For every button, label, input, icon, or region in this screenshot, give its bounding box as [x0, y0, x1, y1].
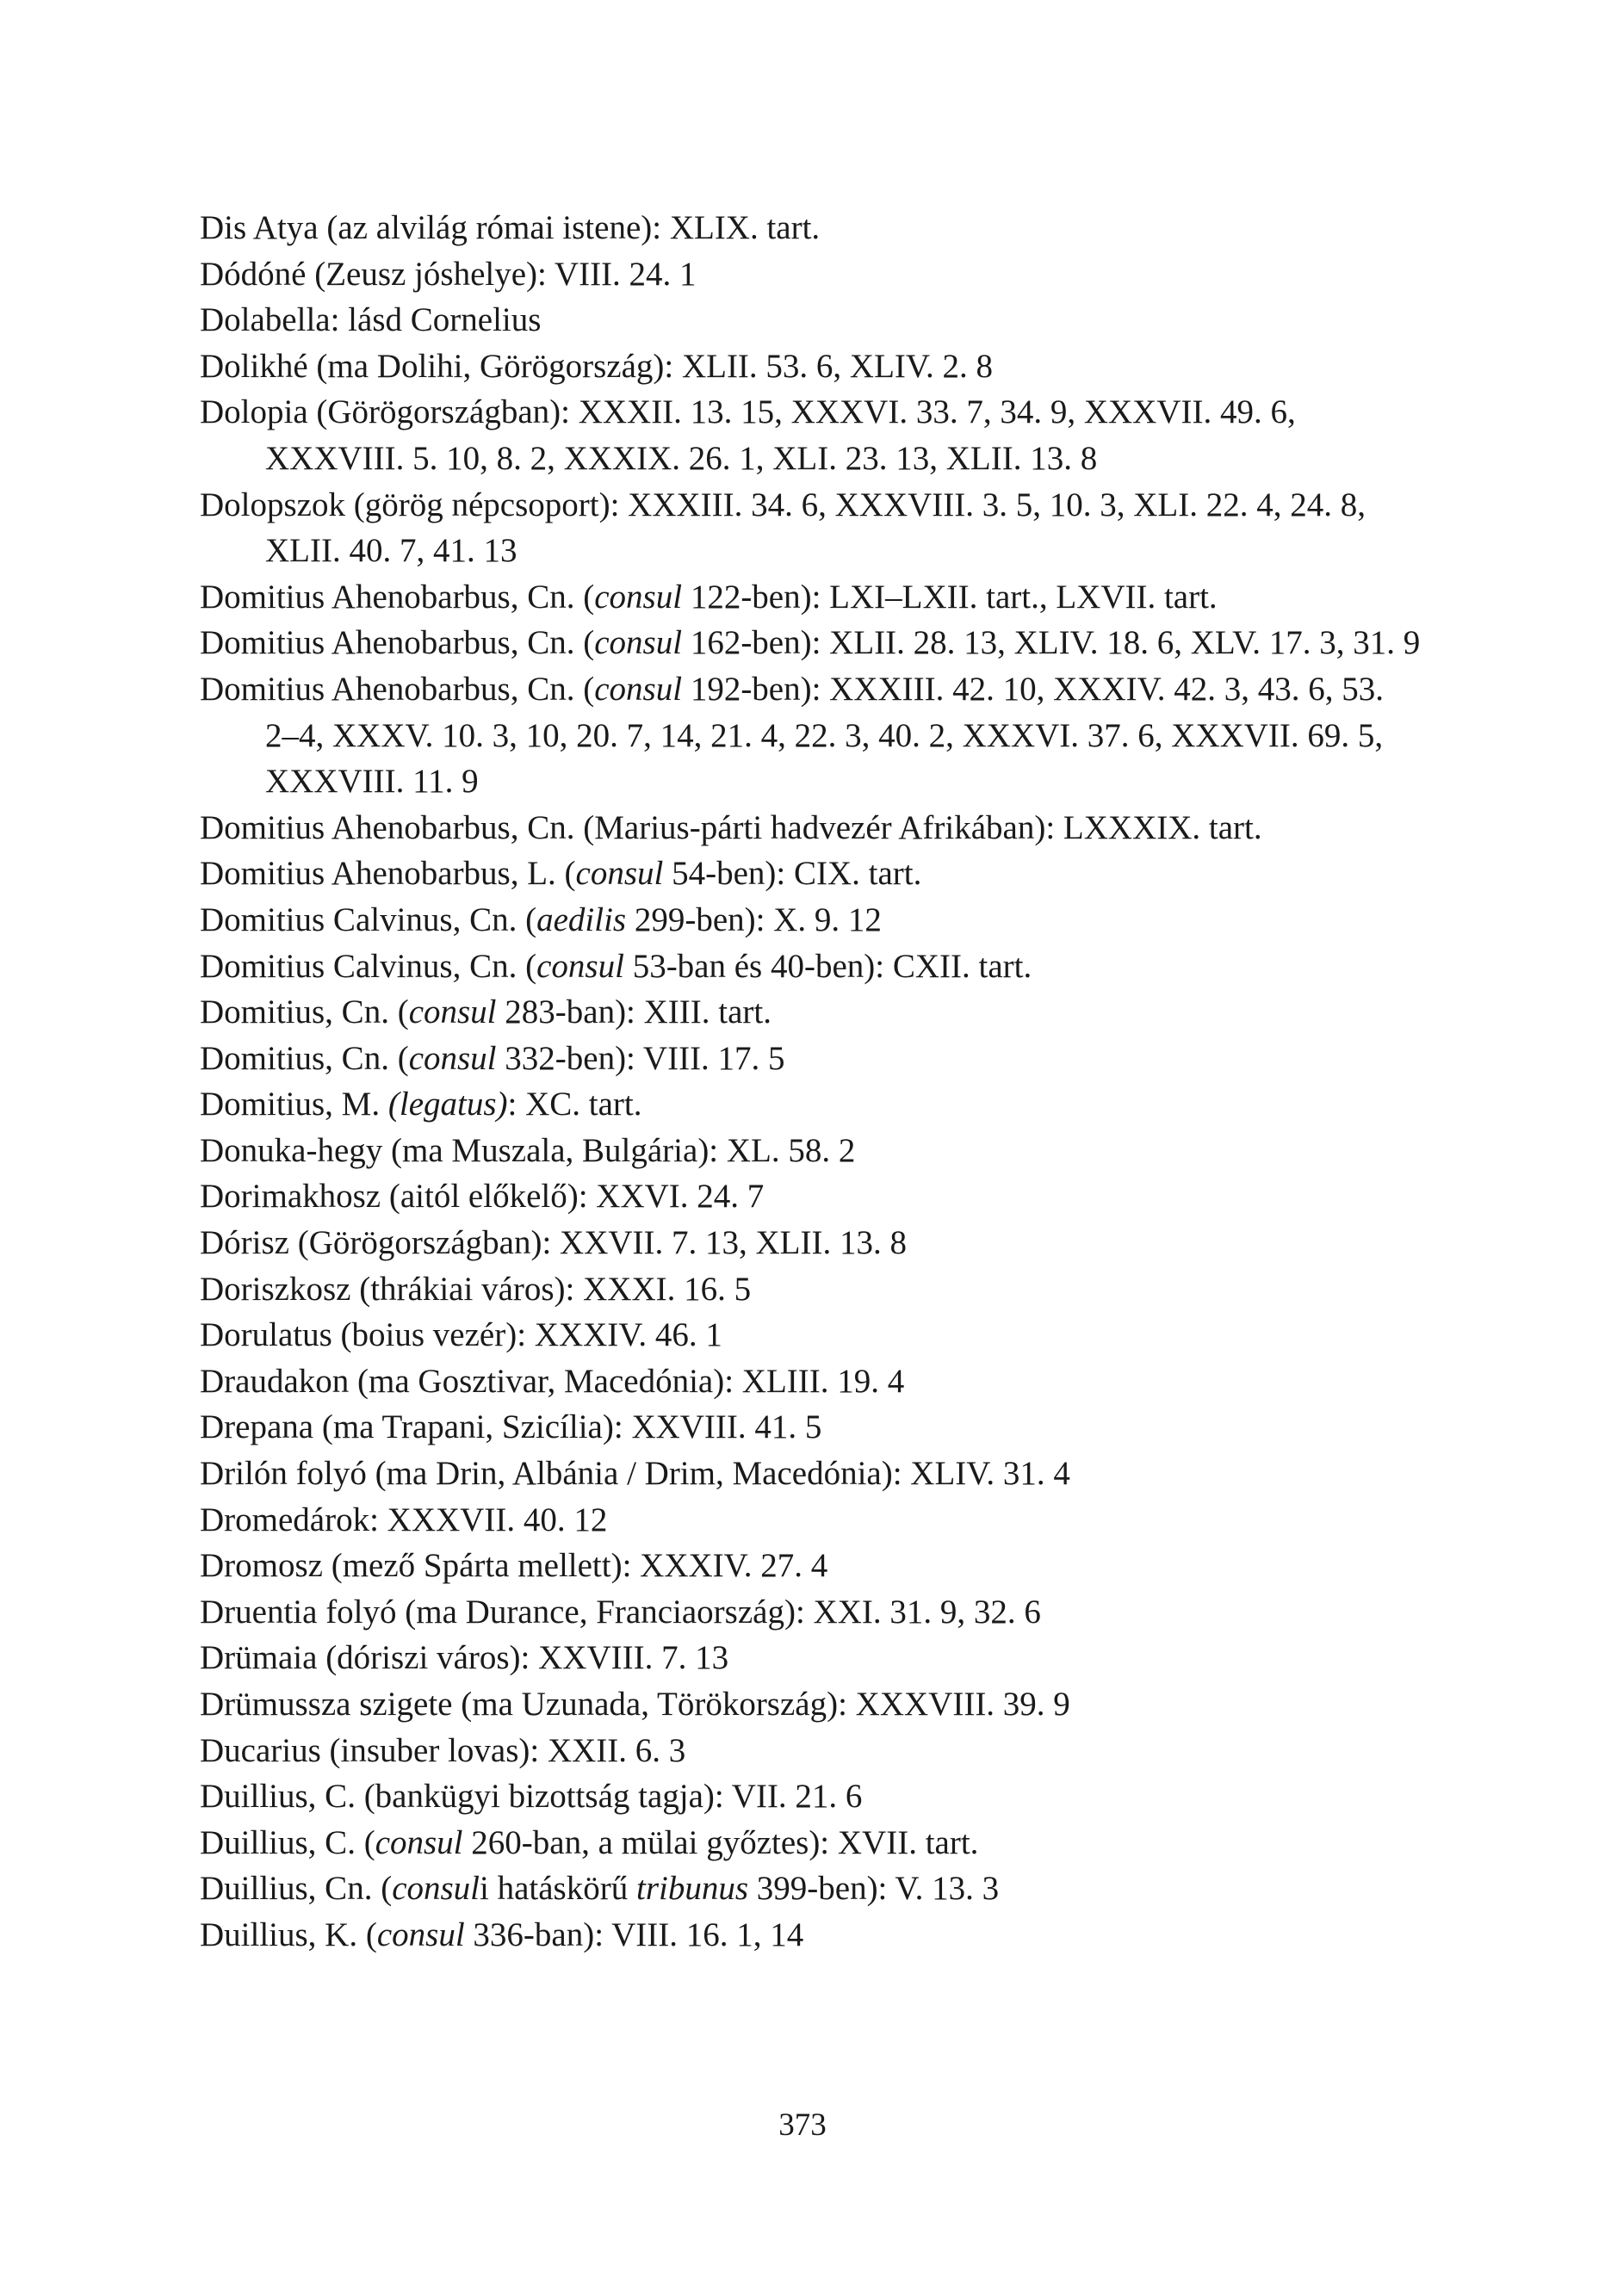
index-entry — [200, 1912, 1422, 1959]
entry-text: Drümaia (dóriszi város): XXVIII. 7. 13 — [200, 1639, 729, 1677]
entry-italic-term: consul — [594, 578, 683, 616]
entry-italic-term: consul — [408, 993, 497, 1031]
entry-text: Draudakon (ma Gosztivar, Macedónia): XLIII. 19. 4 — [200, 1362, 905, 1400]
entry-text: Drepana (ma Trapani, Szicília): XXVIII. 41. 5 — [200, 1408, 822, 1446]
index-entry — [200, 1358, 1422, 1405]
entry-italic-term: aedilis — [536, 900, 627, 938]
entry-text: Domitius Calvinus, Cn. ( — [200, 947, 537, 985]
entry-text: Dolikhé (ma Dolihi, Görögország): XLII. 53. 6, XLIV. 2. 8 — [200, 347, 994, 385]
entry-italic-term: consul — [575, 855, 664, 893]
index-entry — [200, 574, 1422, 621]
entry-text: 122-ben): LXI–LXII. tart., LXVII. tart. — [682, 578, 1218, 616]
entry-italic-term: tribunus — [635, 1870, 749, 1908]
entry-text: 299-ben): X. 9. 12 — [626, 900, 882, 938]
index-entry — [200, 666, 1422, 805]
index-entry — [200, 944, 1422, 990]
index-entry — [200, 1866, 1422, 1912]
index-entry — [200, 482, 1422, 574]
entry-text: Duillius, K. ( — [200, 1915, 377, 1953]
entry-text: 283-ban): XIII. tart. — [496, 993, 772, 1031]
entry-text: Drilón folyó (ma Drin, Albánia / Drim, Macedónia): XLIV. 31. 4 — [200, 1455, 1070, 1493]
index-entry — [200, 251, 1422, 298]
index-entry — [200, 1635, 1422, 1681]
entry-text: 162-ben): XLII. 28. 13, XLIV. 18. 6, XLV. 17. 3, 31. 9 — [682, 624, 1421, 662]
entry-text: Donuka-hegy (ma Muszala, Bulgária): XL. 58. 2 — [200, 1131, 856, 1169]
index-entry — [200, 1220, 1422, 1266]
entry-text: Dromedárok: XXXVII. 40. 12 — [200, 1501, 608, 1538]
entry-text: Ducarius (insuber lovas): XXII. 6. 3 — [200, 1731, 686, 1769]
entry-text: Dis Atya (az alvilág római istene): XLIX. tart. — [200, 209, 821, 246]
entry-text: : XC. tart. — [507, 1086, 642, 1123]
index-entry — [200, 1036, 1422, 1082]
entry-text: Domitius, Cn. ( — [200, 1039, 409, 1077]
entry-text: Domitius Ahenobarbus, L. ( — [200, 855, 576, 893]
index-list — [200, 205, 1422, 1959]
index-entry — [200, 1312, 1422, 1358]
entry-text: 54-ben): CIX. tart. — [663, 855, 922, 893]
index-entry — [200, 1728, 1422, 1774]
entry-text: 53-ban és 40-ben): CXII. tart. — [623, 947, 1032, 985]
entry-text: Dolopszok (görög népcsoport): XXXIII. 34. 6, XXXVIII. 3. 5, 10. 3, XLI. 22. 4, 24. 8, XLII. 40. 7, 41. 13 — [200, 486, 1366, 570]
entry-text: Domitius Ahenobarbus, Cn. ( — [200, 624, 595, 662]
entry-text: Druentia folyó (ma Durance, Franciaország): XXI. 31. 9, 32. 6 — [200, 1593, 1041, 1631]
entry-text: 332-ben): VIII. 17. 5 — [496, 1039, 785, 1077]
index-entry — [200, 389, 1422, 481]
index-entry — [200, 1081, 1422, 1128]
entry-text: Duillius, C. (bankügyi bizottság tagja): VII. 21. 6 — [200, 1778, 863, 1816]
index-entry — [200, 1404, 1422, 1451]
entry-text: Dorimakhosz (aitól előkelő): XXVI. 24. 7 — [200, 1178, 765, 1216]
entry-text: 336-ban): VIII. 16. 1, 14 — [464, 1915, 804, 1953]
index-entry — [200, 1589, 1422, 1636]
entry-italic-term: consul — [594, 670, 683, 708]
entry-text: Dolopia (Görögországban): XXXII. 13. 15, XXXVI. 33. 7, 34. 9, XXXVII. 49. 6, XXXVIII. 5. 10, 8. 2, XXXIX. 26. 1, XLI. 23. 13, XLII. 13. 8 — [200, 393, 1296, 477]
entry-text: Dórisz (Görögországban): XXVII. 7. 13, XLII. 13. 8 — [200, 1224, 907, 1262]
index-entry — [200, 1128, 1422, 1174]
entry-text: Domitius, Cn. ( — [200, 993, 409, 1031]
entry-text: Dromosz (mező Spárta mellett): XXXIV. 27. 4 — [200, 1547, 828, 1585]
index-entry — [200, 1773, 1422, 1820]
entry-italic-term: consul — [375, 1823, 463, 1861]
entry-italic-term: consul — [392, 1870, 480, 1908]
index-entry — [200, 620, 1422, 666]
index-entry — [200, 1173, 1422, 1220]
entry-italic-term: consul — [536, 947, 624, 985]
entry-text: Domitius Ahenobarbus, Cn. ( — [200, 670, 595, 708]
index-entry — [200, 897, 1422, 944]
index-entry — [200, 1820, 1422, 1866]
index-entry — [200, 1266, 1422, 1313]
entry-text: Drümussza szigete (ma Uzunada, Törökország): XXXVIII. 39. 9 — [200, 1686, 1070, 1723]
index-entry — [200, 297, 1422, 343]
page-number: 373 — [778, 2107, 827, 2143]
entry-text: Dódóné (Zeusz jóshelye): VIII. 24. 1 — [200, 255, 697, 293]
index-entry — [200, 1451, 1422, 1497]
index-entry — [200, 1681, 1422, 1728]
index-entry — [200, 205, 1422, 251]
entry-text: Doriszkosz (thrákiai város): XXXI. 16. 5 — [200, 1270, 752, 1308]
entry-text: Domitius Ahenobarbus, Cn. (Marius-párti hadvezér Afrikában): LXXXIX. tart. — [200, 808, 1262, 846]
entry-text: 399-ben): V. 13. 3 — [748, 1870, 1000, 1908]
index-entry — [200, 1497, 1422, 1544]
entry-text: Domitius Calvinus, Cn. ( — [200, 900, 537, 938]
entry-text: Duillius, Cn. ( — [200, 1870, 393, 1908]
entry-italic-term: consul — [408, 1039, 497, 1077]
index-entry — [200, 989, 1422, 1036]
entry-text: 260-ban, a mülai győztes): XVII. tart. — [462, 1823, 979, 1861]
entry-text: 192-ben): XXXIII. 42. 10, XXXIV. 42. 3, 43. 6, 53. 2–4, XXXV. 10. 3, 10, 20. 7, 14, 21. 4, 22. 3, 40. 2, XXXVI. 37. 6, XXXVII. 69. 5, XXXVIII. 11. 9 — [265, 670, 1385, 801]
entry-italic-term: (legatus) — [387, 1086, 508, 1123]
entry-italic-term: consul — [594, 624, 683, 662]
entry-text: Dorulatus (boius vezér): XXXIV. 46. 1 — [200, 1316, 722, 1354]
index-entry — [200, 851, 1422, 897]
entry-text: i hatáskörű — [480, 1870, 636, 1908]
entry-text: Domitius Ahenobarbus, Cn. ( — [200, 578, 595, 616]
index-entry — [200, 1543, 1422, 1589]
index-entry — [200, 805, 1422, 851]
index-entry — [200, 343, 1422, 390]
entry-text: Dolabella: lásd Cornelius — [200, 301, 542, 339]
entry-text: Domitius, M. — [200, 1086, 388, 1123]
entry-italic-term: consul — [376, 1915, 465, 1953]
entry-text: Duillius, C. ( — [200, 1823, 375, 1861]
